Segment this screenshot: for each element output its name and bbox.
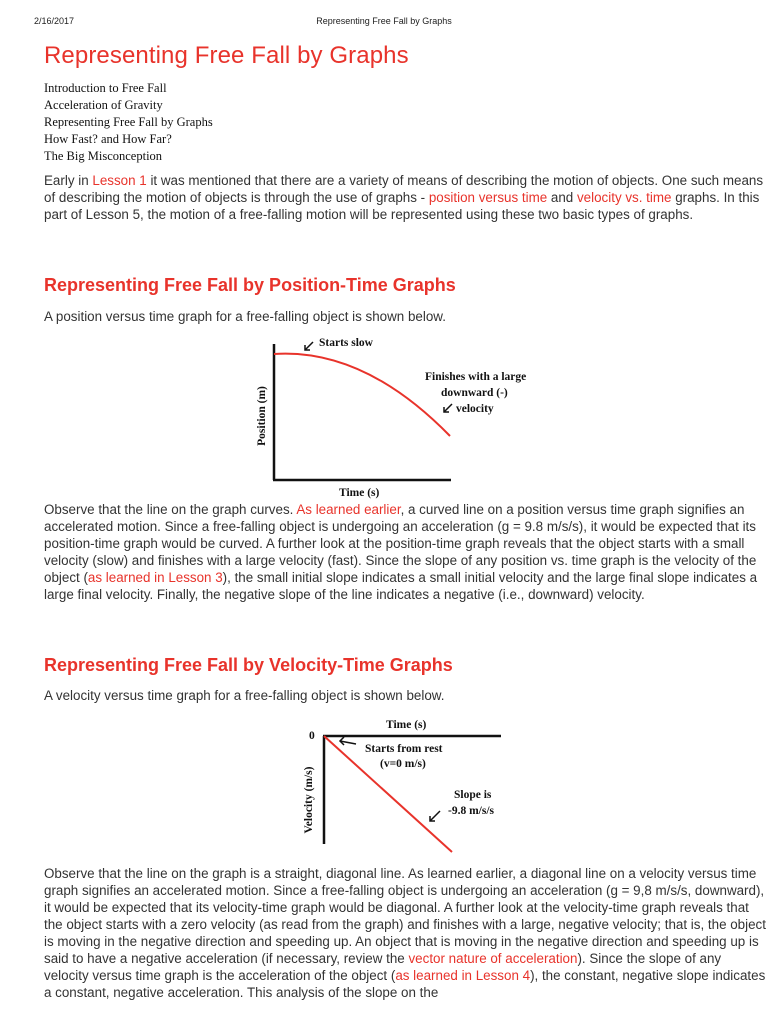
y-axis-label: Velocity (m/s)	[303, 766, 315, 834]
as-learned-earlier-link[interactable]: As learned earlier	[296, 502, 401, 517]
arrow-icon	[430, 811, 440, 821]
section-heading-velocity: Representing Free Fall by Velocity-Time Graphs	[44, 655, 453, 675]
position-time-graph	[244, 334, 574, 502]
velocity-time-graph	[296, 714, 516, 854]
body-text: ), the constant, negative slope indicates a constant, negative acceleration. This analysis of the slope on the	[44, 968, 766, 1000]
toc-item[interactable]: Representing Free Fall by Graphs	[44, 115, 213, 129]
intro-text: Early in	[44, 173, 93, 188]
intro-text: graphs. In this part of Lesson 5, the motion of a free-falling motion will be represented using these two basic types of graphs.	[44, 190, 760, 222]
rest-annotation-line2: (v=0 m/s)	[380, 758, 426, 770]
velocity-graph-explanation	[44, 865, 766, 1001]
body-text: Observe that the line on the graph curves.	[44, 502, 297, 517]
print-title: Representing Free Fall by Graphs	[316, 16, 452, 26]
section-heading-position: Representing Free Fall by Position-Time Graphs	[44, 275, 456, 295]
toc-item[interactable]: How Fast? and How Far?	[44, 132, 172, 146]
arrow-icon	[305, 342, 313, 350]
slope-annotation-line2: -9.8 m/s/s	[448, 805, 494, 817]
zero-label: 0	[309, 730, 315, 742]
lesson-toc	[44, 80, 213, 165]
intro-text: it was mentioned that there are a variety of means of describing the motion of objects. One such means of describing the motion of objects is through the use of graphs -	[44, 173, 764, 205]
page-title: Representing Free Fall by Graphs	[44, 42, 409, 69]
body-text: ), the small initial slope indicates a small initial velocity and the large final slope indicates a large final velocity. Finally, the negative slope of the line indicates a negative (i.e., downward) velocity.	[44, 570, 758, 602]
lesson-3-link[interactable]: as learned in Lesson 3	[87, 570, 223, 585]
x-axis-label: Time (s)	[339, 487, 380, 499]
y-axis-label: Position (m)	[256, 386, 268, 446]
position-curve	[274, 354, 450, 436]
body-text: Observe that the line on the graph is a straight, diagonal line. As learned earlier, a diagonal line on a velocity versus time graph signifies an accelerated motion. Since a free-falling object is undergoing an acceleration (g = 9,8 m/s/s, downward), it would be expected that its velocity-time graph would be diagonal. A further look at the velocity-time graph reveals that the object starts with a zero velocity (as read from the graph) and finishes with a large, negative velocity; that is, the object is moving in the negative direction and speeding up. An object that is moving in the negative direction and speeding up is said to have a negative acceleration (if necessary, review the	[44, 866, 766, 966]
arrow-icon	[340, 737, 356, 745]
start-annotation: Starts slow	[319, 337, 373, 349]
arrow-icon	[444, 404, 452, 412]
vector-nature-link[interactable]: vector nature of acceleration	[408, 951, 578, 966]
position-graph-explanation	[44, 501, 766, 603]
position-time-link[interactable]: position versus time	[428, 190, 548, 205]
toc-item[interactable]: Introduction to Free Fall	[44, 81, 167, 95]
slope-annotation-line1: Slope is	[454, 789, 492, 801]
body-text: , a curved line on a position versus time graph signifies an accelerated motion. Since a free-falling object is undergoing an acceleration (g = 9.8 m/s/s), it would be expected that its position-time graph would be curved. A further look at the position-time graph reveals that the object starts with a small velocity (slow) and finishes with a large velocity (fast). Since the slope of any position vs. time graph is the velocity of the object (	[44, 502, 757, 585]
print-header	[34, 16, 734, 30]
x-axis-label: Time (s)	[386, 719, 427, 731]
position-time-figure	[244, 334, 574, 502]
lesson-1-link[interactable]: Lesson 1	[92, 173, 147, 188]
print-date: 2/16/2017	[34, 16, 75, 26]
intro-text: and	[547, 190, 577, 205]
section-lead: A velocity versus time graph for a free-falling object is shown below.	[44, 688, 445, 703]
end-annotation-line3: velocity	[456, 403, 494, 415]
rest-annotation-line1: Starts from rest	[365, 743, 443, 755]
toc-item[interactable]: The Big Misconception	[44, 149, 163, 163]
velocity-time-figure	[296, 714, 516, 854]
intro-paragraph	[44, 172, 766, 223]
end-annotation-line1: Finishes with a large	[425, 371, 527, 383]
velocity-time-link[interactable]: velocity vs. time	[576, 190, 672, 205]
toc-item[interactable]: Acceleration of Gravity	[44, 98, 163, 112]
lesson-4-link[interactable]: as learned in Lesson 4	[395, 968, 531, 983]
body-text: ). Since the slope of any velocity versus time graph is the acceleration of the object (	[44, 951, 722, 983]
end-annotation-line2: downward (-)	[441, 387, 508, 399]
section-lead: A position versus time graph for a free-falling object is shown below.	[44, 309, 446, 324]
